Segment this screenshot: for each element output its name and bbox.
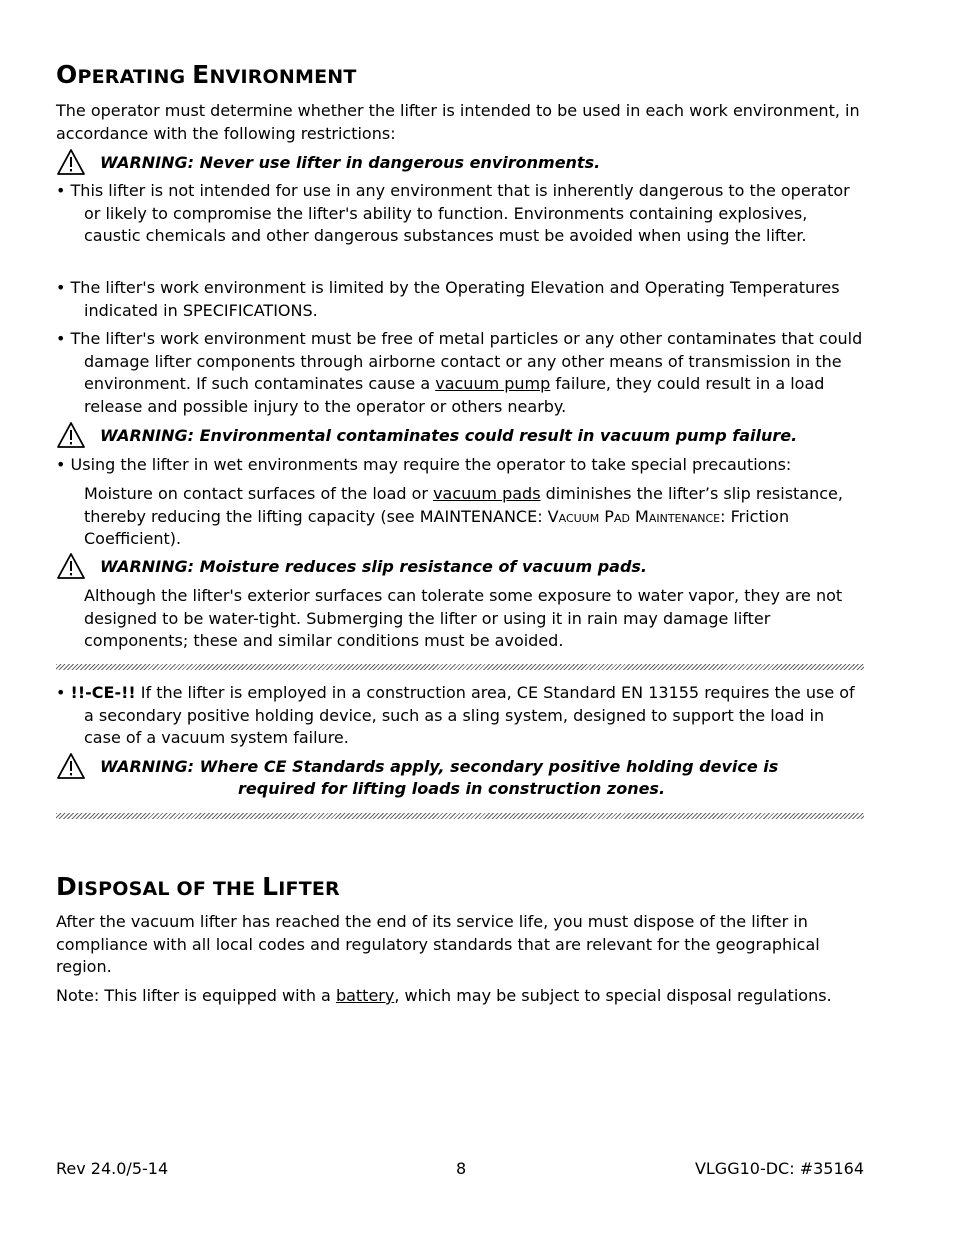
intro-paragraph: The operator must determine whether the lifter is intended to be used in each work environment, in accordance with the following restrictions: bbox=[56, 101, 860, 143]
bullet-wet-environments: • Using the lifter in wet environments may require the operator to take special precautions: bbox=[56, 455, 792, 474]
moisture-paragraph: Moisture on contact surfaces of the load or vacuum pads diminishes the lifter’s slip resistance, thereby reducing the lifting capacity (see MAINTENANCE: Vacuum Pad Maintenance: Friction Coefficient). bbox=[84, 484, 843, 548]
warning-triangle-icon bbox=[56, 148, 86, 176]
warning-text-line-2: required for lifting loads in construction zones. bbox=[238, 779, 666, 798]
battery-note: Note: This lifter is equipped with a battery, which may be subject to special disposal regulations. bbox=[56, 986, 832, 1005]
warning-text: WARNING: Environmental contaminates could result in vacuum pump failure. bbox=[100, 426, 798, 445]
warning-triangle-icon bbox=[56, 552, 86, 580]
ce-divider-bottom bbox=[56, 813, 864, 819]
footer-document-id: VLGG10-DC: #35164 bbox=[694, 1159, 864, 1178]
warning-moisture bbox=[56, 552, 864, 582]
ce-label: !!-CE-!! bbox=[70, 683, 136, 702]
document-page bbox=[56, 0, 864, 1235]
bullet-elevation-temperature: • The lifter's work environment is limited by the Operating Elevation and Operating Temperatures indicated in SPECIFICATIONS. bbox=[56, 278, 840, 320]
warning-text: WARNING: Moisture reduces slip resistance of vacuum pads. bbox=[100, 557, 647, 576]
vacuum-pads-link[interactable]: vacuum pads bbox=[433, 484, 541, 503]
exterior-surfaces-paragraph: Although the lifter's exterior surfaces can tolerate some exposure to water vapor, they are not designed to be water-tight. Submerging the lifter or using it in rain may damage lifter components; these and similar conditions must be avoided. bbox=[84, 586, 843, 650]
warning-dangerous-environments bbox=[56, 148, 864, 178]
vacuum-pump-link[interactable]: vacuum pump bbox=[435, 374, 551, 393]
warning-ce-holding-device bbox=[56, 752, 864, 804]
section-heading-operating-environment: OPERATING ENVIRONMENT bbox=[56, 60, 357, 89]
warning-triangle-icon bbox=[56, 421, 86, 449]
ce-divider-top bbox=[56, 664, 864, 670]
disposal-paragraph: After the vacuum lifter has reached the end of its service life, you must dispose of the lifter in compliance with all local codes and regulatory standards that are relevant for the geographical region. bbox=[56, 912, 820, 976]
footer-page-number: 8 bbox=[456, 1159, 467, 1178]
warning-text: WARNING: Never use lifter in dangerous environments. bbox=[100, 153, 601, 172]
battery-link[interactable]: battery bbox=[335, 986, 395, 1005]
warning-text-line-1: WARNING: Where CE Standards apply, secondary positive holding device is bbox=[100, 757, 779, 776]
warning-triangle-icon bbox=[56, 752, 86, 780]
bullet-contaminates: • The lifter's work environment must be free of metal particles or any other contaminates that could damage lifter components through airborne contact or any other means of transmission in the environment. If such contaminates cause a vacuum pump failure, they could result in a load release and possible injury to the operator or others nearby. bbox=[56, 329, 863, 416]
bullet-ce-standard: • !!-CE-!! If the lifter is employed in a construction area, CE Standard EN 13155 requires the use of a secondary positive holding device, such as a sling system, designed to support the load in case of a vacuum system failure. bbox=[56, 683, 855, 747]
warning-contaminates bbox=[56, 421, 864, 451]
section-heading-disposal: DISPOSAL OF THE LIFTER bbox=[56, 872, 340, 901]
footer-revision: Rev 24.0/5-14 bbox=[56, 1159, 169, 1178]
bullet-dangerous-environments: • This lifter is not intended for use in any environment that is inherently dangerous to the operator or likely to compromise the lifter's ability to function. Environments containing explosives, caustic chemicals and other dangerous substances must be avoided when using the lifter. bbox=[56, 181, 850, 245]
